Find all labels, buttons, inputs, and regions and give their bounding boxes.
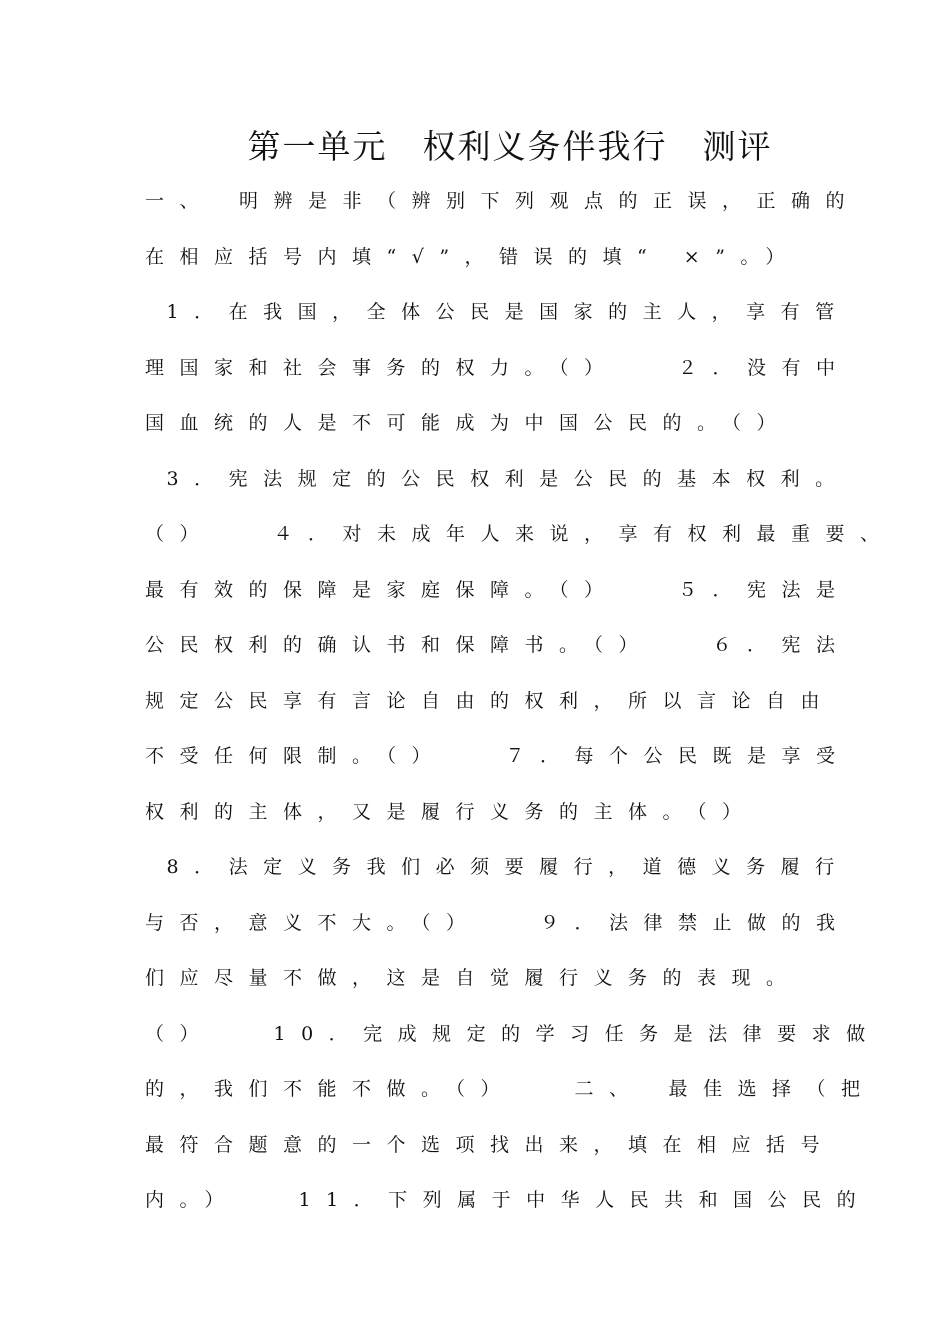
body-text [145, 178, 895, 1233]
text-line: 内。） 11．下列属于中华人民共和国公民的 [145, 1189, 872, 1211]
text-line: 最符合题意的一个选项找出来，填在相应括号 [145, 1133, 836, 1156]
text-line: 8．法定义务我们必须要履行，道德义务履行 [145, 856, 850, 878]
text-line: 们应尽量不做，这是自觉履行义务的表现。 [145, 967, 801, 989]
text-line: 1．在我国，全体公民是国家的主人，享有管 [145, 301, 850, 323]
text-line: 一、 明辨是非（辨别下列观点的正误，正确的 [145, 190, 861, 212]
page-title: 第一单元 权利义务伴我行 测评 [247, 127, 773, 166]
text-line: 的，我们不能不做。（） 二、 最佳选择（把 [145, 1078, 876, 1100]
text-line: （） 10．完成规定的学习任务是法律要求做 [145, 1022, 881, 1045]
text-line: 公民权利的确认书和保障书。（） ６．宪法 [145, 634, 851, 656]
text-line: （） ４．对未成年人来说，享有权利最重要、 [145, 523, 895, 545]
text-line: 最有效的保障是家庭保障。（） ５．宪法是 [145, 578, 851, 601]
text-line: 在相应括号内填“√”，错误的填“ ×”。） [145, 245, 800, 268]
text-line: 不受任何限制。（） ７．每个公民既是享受 [145, 745, 851, 767]
text-line: 理国家和社会事务的权力。（） ２．没有中 [145, 356, 851, 379]
text-line: 国血统的人是不可能成为中国公民的。（） [145, 412, 792, 434]
text-line: 权利的主体，又是履行义务的主体。（） [145, 800, 757, 823]
text-line: 规定公民享有言论自由的权利，所以言论自由 [145, 689, 836, 712]
text-line: 与否，意义不大。（） ９．法律禁止做的我 [145, 911, 851, 934]
text-line: 3．宪法规定的公民权利是公民的基本权利。 [145, 467, 850, 490]
